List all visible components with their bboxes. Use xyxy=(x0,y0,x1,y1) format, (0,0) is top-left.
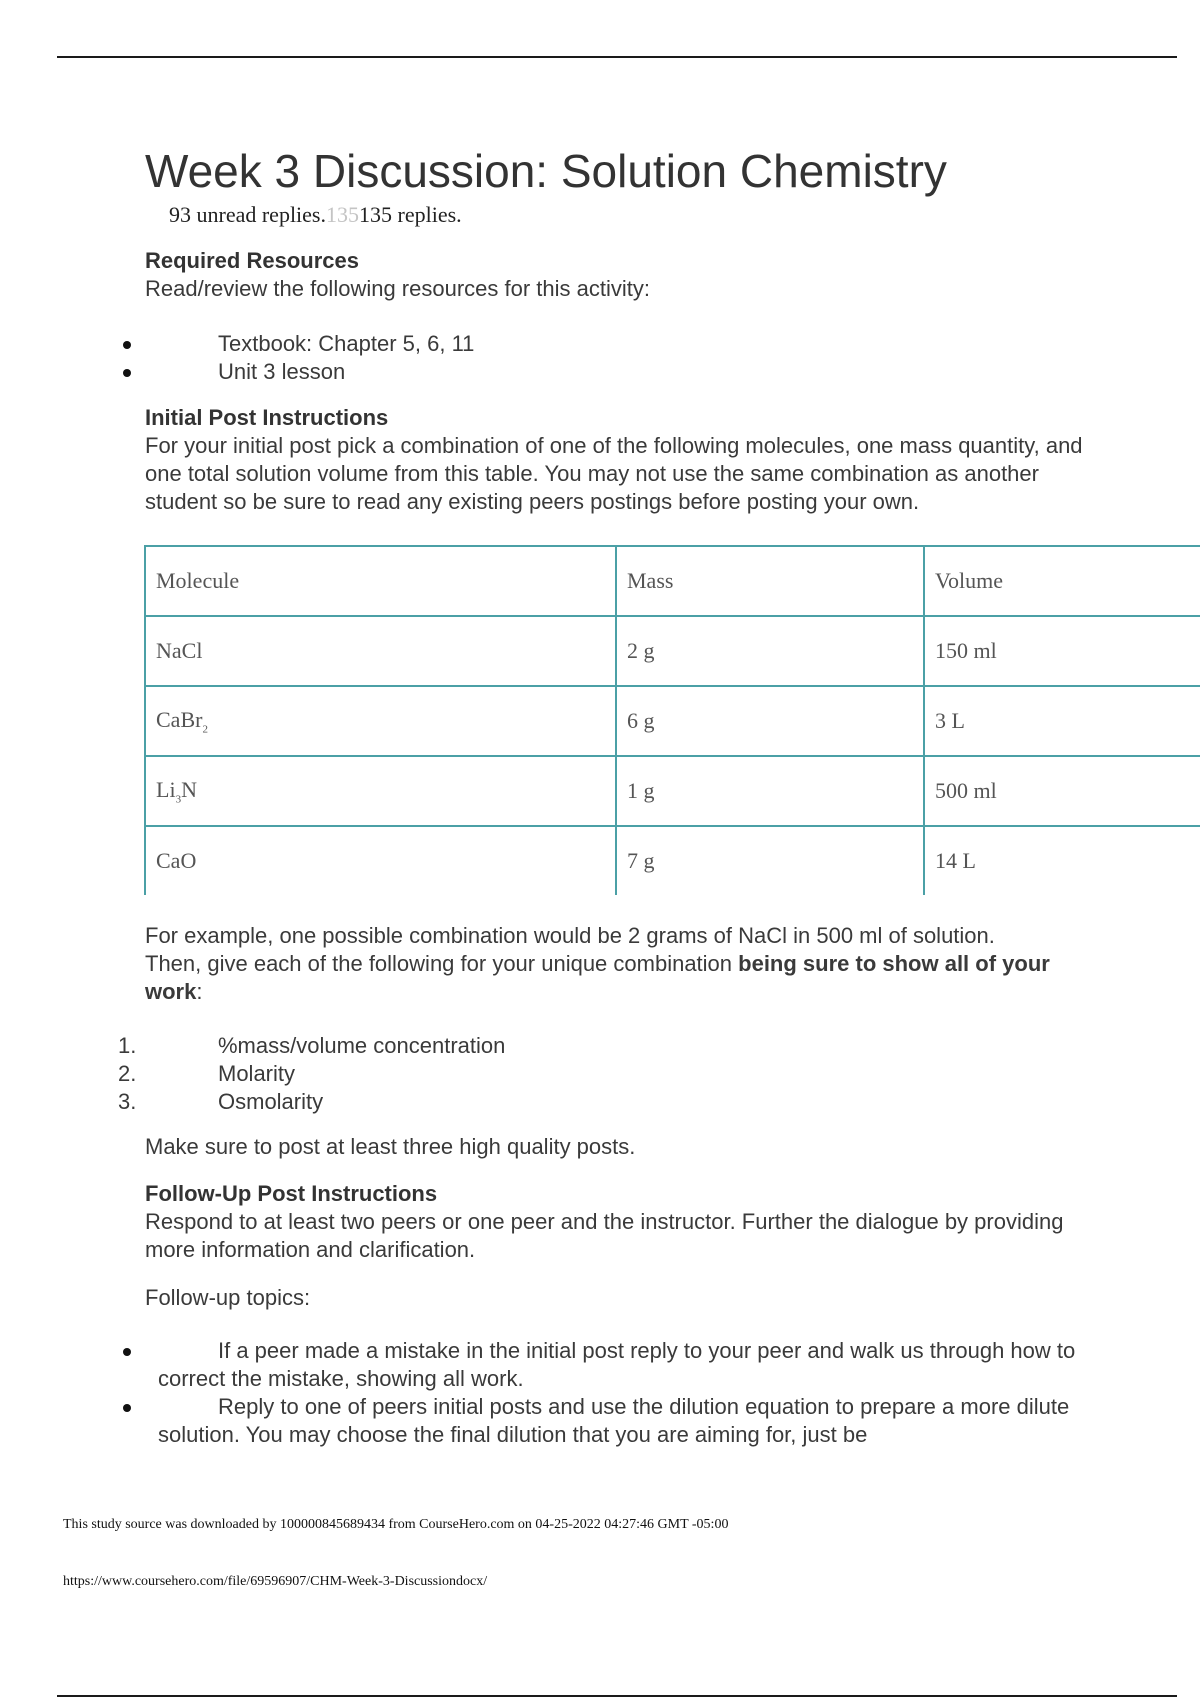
example-instruction: Then, give each of the following for your unique combination being sure to show all of your work: xyxy=(145,951,1050,1004)
bullet-icon xyxy=(123,341,131,349)
molecule-table xyxy=(144,545,1200,895)
calculation-item: %mass/volume concentration xyxy=(218,1033,506,1058)
bullet-icon xyxy=(123,1348,131,1356)
follow-up-topics-label: Follow-up topics: xyxy=(145,1285,311,1310)
list-item xyxy=(110,1088,1110,1116)
cell-volume: 3 L xyxy=(924,686,1200,756)
bottom-rule xyxy=(57,1695,1177,1697)
bullet-icon xyxy=(123,1404,131,1412)
cell-volume: 150 ml xyxy=(924,616,1200,686)
list-number: 2. xyxy=(118,1061,137,1086)
page-title: Week 3 Discussion: Solution Chemistry xyxy=(145,145,947,197)
calculation-item: Osmolarity xyxy=(218,1089,324,1114)
required-resources xyxy=(145,247,1095,303)
table-row xyxy=(145,756,1200,826)
table-row xyxy=(145,686,1200,756)
list-item xyxy=(110,1060,1110,1088)
topic-text: Reply to one of peers initial posts and use the dilution equation to prepare a more dilute solution. You may choose the final dilution that you are aiming for, just be xyxy=(158,1394,1070,1447)
resource-item: Unit 3 lesson xyxy=(218,359,346,384)
table-row xyxy=(145,826,1200,895)
follow-up-body: Respond to at least two peers or one peer and the instructor. Further the dialogue by providing more information and clarification. xyxy=(145,1209,1064,1262)
header-mass: Mass xyxy=(616,546,924,616)
emphasis: being sure to show all of your work xyxy=(145,951,1050,1004)
header-volume: Volume xyxy=(924,546,1200,616)
header-molecule: Molecule xyxy=(145,546,616,616)
initial-post-body: For your initial post pick a combination of one of the following molecules, one mass quantity, and one total solution volume from this table. You may not use the same combination as another student so be sure to read any existing peers postings before posting your own. xyxy=(145,433,1083,514)
list-item xyxy=(110,330,1110,358)
initial-post-section xyxy=(145,404,1095,516)
follow-up-heading: Follow-Up Post Instructions xyxy=(145,1181,438,1206)
cell-mass: 2 g xyxy=(616,616,924,686)
cell-molecule: $Li_3N$ xyxy=(145,756,616,826)
total-replies: 135 replies. xyxy=(359,202,462,227)
list-number: 1. xyxy=(118,1033,137,1058)
follow-up-section xyxy=(145,1180,1095,1264)
follow-up-topic-list xyxy=(110,1337,1110,1449)
cell-molecule: CaBr$_2$ xyxy=(145,686,616,756)
table-header-row xyxy=(145,546,1200,616)
unread-replies: 93 unread replies. xyxy=(169,202,326,227)
example-line: For example, one possible combination would be 2 grams of NaCl in 500 ml of solution. xyxy=(145,923,995,948)
bullet-icon xyxy=(123,369,131,377)
list-item xyxy=(110,358,1110,386)
list-number: 3. xyxy=(118,1089,137,1114)
cell-mass: 7 g xyxy=(616,826,924,895)
cell-mass: 6 g xyxy=(616,686,924,756)
table-row xyxy=(145,616,1200,686)
topic-text: If a peer made a mistake in the initial post reply to your peer and walk us through how to correct the mistake, showing all work. xyxy=(158,1338,1076,1391)
cell-molecule: NaCl xyxy=(145,616,616,686)
faint-count: 135 xyxy=(326,202,359,227)
reply-count[interactable] xyxy=(169,202,462,228)
list-item xyxy=(110,1393,1110,1449)
cell-mass: 1 g xyxy=(616,756,924,826)
required-resources-heading: Required Resources xyxy=(145,248,359,273)
post-note: Make sure to post at least three high quality posts. xyxy=(145,1134,636,1159)
required-resources-intro: Read/review the following resources for this activity: xyxy=(145,276,650,301)
example-paragraph xyxy=(145,922,1095,1006)
calculation-item: Molarity xyxy=(218,1061,296,1086)
list-item xyxy=(110,1337,1110,1393)
source-note: This study source was downloaded by 100000845689434 from CourseHero.com on 04-25-2022 04:27:46 GMT -05:00 xyxy=(63,1517,729,1532)
resource-list xyxy=(110,330,1110,386)
cell-molecule: CaO xyxy=(145,826,616,895)
cell-volume: 14 L xyxy=(924,826,1200,895)
top-rule xyxy=(57,56,1177,58)
cell-volume: 500 ml xyxy=(924,756,1200,826)
list-item xyxy=(110,1032,1110,1060)
resource-item: Textbook: Chapter 5, 6, 11 xyxy=(218,331,475,356)
calculation-list xyxy=(110,1032,1110,1116)
source-url[interactable]: https://www.coursehero.com/file/69596907/CHM-Week-3-Discussiondocx/ xyxy=(63,1574,488,1589)
initial-post-heading: Initial Post Instructions xyxy=(145,405,389,430)
